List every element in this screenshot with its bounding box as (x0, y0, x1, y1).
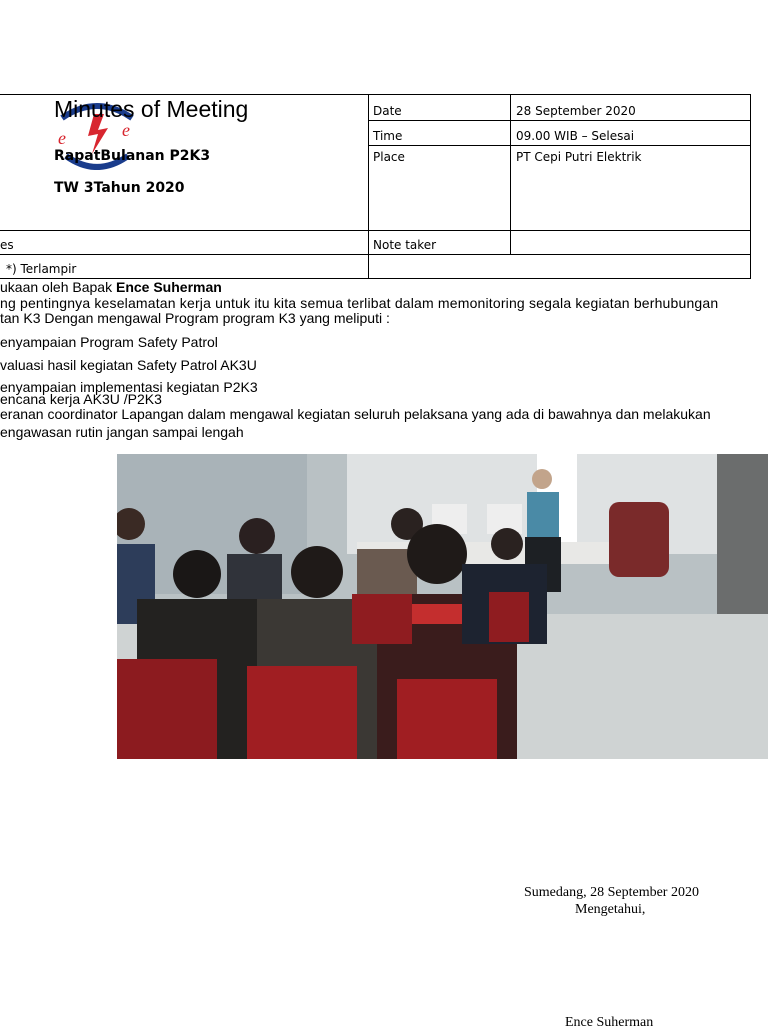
attendees-value: *) Terlampir (6, 262, 77, 276)
date-value: 28 September 2020 (516, 104, 636, 118)
opening-prefix: ukaan oleh Bapak (0, 279, 116, 295)
body-line-2: ng pentingnya keselamatan kerja untuk itu kita semua terlibat dalam memonitoring segala kegiatan berhubungan (0, 295, 719, 311)
attendees-label: es (0, 238, 14, 252)
list-item: eranan coordinator Lapangan dalam mengawal kegiatan seluruh pelaksana yang ada di bawahnya dan melakukan (0, 406, 711, 422)
place-value: PT Cepi Putri Elektrik (516, 150, 642, 164)
note-taker-label: Note taker (373, 238, 437, 252)
svg-text:e: e (58, 128, 66, 148)
signature-place-date: Sumedang, 28 September 2020 (524, 885, 699, 900)
time-value: 09.00 WIB – Selesai (516, 129, 635, 143)
list-item: enyampaian Program Safety Patrol (0, 334, 218, 350)
date-label: Date (373, 104, 402, 118)
list-item: engawasan rutin jangan sampai lengah (0, 424, 244, 440)
list-item: encana kerja AK3U /P2K3 (0, 391, 162, 407)
list-item: valuasi hasil kegiatan Safety Patrol AK3U (0, 357, 257, 373)
leader-name: Ence Suherman (115, 279, 222, 295)
list-item: enyampaian implementasi kegiatan P2K3 (0, 379, 258, 395)
place-label: Place (373, 150, 405, 164)
body-line-3: tan K3 Dengan mengawal Program program K3 yang meliputi : (0, 310, 390, 326)
svg-text:e: e (122, 120, 130, 140)
meeting-period: TW 3Tahun 2020 (54, 180, 185, 196)
signature-name: Ence Suherman (565, 1015, 654, 1030)
opening-line (0, 280, 222, 294)
document-title: Minutes of Meeting (54, 96, 249, 122)
meeting-name: RapatBulanan P2K3 (54, 148, 211, 164)
time-label: Time (373, 129, 403, 143)
meeting-photo (117, 454, 768, 759)
signature-acknowledged: Mengetahui, (575, 902, 646, 917)
